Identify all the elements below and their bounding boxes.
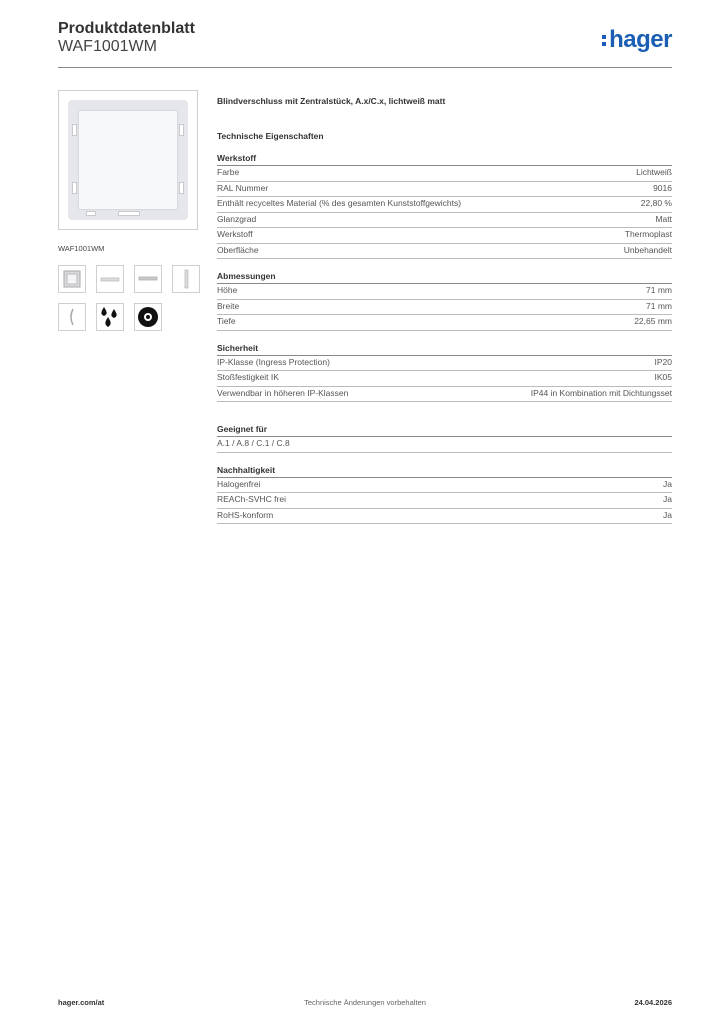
document-subtitle: WAF1001WM bbox=[58, 38, 157, 55]
product-details bbox=[217, 96, 672, 524]
group-nachhaltigkeit bbox=[217, 465, 672, 525]
section-title: Technische Eigenschaften bbox=[217, 131, 324, 141]
group-abmessungen bbox=[217, 271, 672, 331]
property-label: REACh-SVHC frei bbox=[217, 494, 286, 504]
round-seal-icon bbox=[136, 305, 160, 329]
thumbnail-front-view[interactable] bbox=[58, 265, 86, 293]
table-row bbox=[217, 437, 672, 453]
table-row bbox=[217, 356, 672, 372]
property-label: Verwendbar in höheren IP-Klassen bbox=[217, 387, 349, 398]
water-drops-icon bbox=[97, 304, 123, 330]
property-value: IP20 bbox=[654, 356, 672, 367]
table-row bbox=[217, 228, 672, 244]
property-value: 9016 bbox=[653, 182, 672, 193]
table-row bbox=[217, 493, 672, 509]
side-view-icon bbox=[68, 307, 76, 327]
product-media bbox=[58, 90, 198, 331]
frame-clip bbox=[179, 182, 184, 194]
plate-graphic bbox=[79, 111, 177, 209]
hager-logo bbox=[602, 26, 672, 54]
property-label: A.1 / A.8 / C.1 / C.8 bbox=[217, 438, 290, 448]
property-label: Höhe bbox=[217, 285, 238, 295]
group-title: Nachhaltigkeit bbox=[217, 465, 672, 478]
frame-clip bbox=[72, 182, 77, 194]
header-divider bbox=[58, 67, 672, 68]
table-row bbox=[217, 213, 672, 229]
property-value: Matt bbox=[655, 213, 672, 224]
group-title: Sicherheit bbox=[217, 343, 672, 356]
group-title: Geeignet für bbox=[217, 424, 672, 437]
disclaimer: Technische Änderungen vorbehalten bbox=[304, 998, 426, 1007]
document-title: Produktdatenblatt bbox=[58, 20, 195, 37]
property-value: Thermoplast bbox=[624, 229, 672, 239]
document-date: 24.04.2026 bbox=[634, 998, 672, 1007]
table-row bbox=[217, 166, 672, 182]
website-link[interactable]: hager.com/at bbox=[58, 998, 105, 1007]
property-value: Unbehandelt bbox=[623, 244, 672, 255]
property-label: Farbe bbox=[217, 167, 240, 177]
group-werkstoff bbox=[217, 153, 672, 259]
property-label: Halogenfrei bbox=[217, 478, 261, 489]
property-value: Ja bbox=[663, 494, 672, 504]
thumbnail-side-view[interactable] bbox=[172, 265, 200, 293]
group-sicherheit bbox=[217, 343, 672, 403]
table-row bbox=[217, 284, 672, 300]
table-row bbox=[217, 509, 672, 525]
table-row bbox=[217, 387, 672, 403]
property-label: IP-Klasse (Ingress Protection) bbox=[217, 356, 330, 367]
table-row bbox=[217, 244, 672, 260]
property-value: 71 mm bbox=[646, 300, 672, 311]
thumbnail-grid bbox=[58, 265, 198, 331]
group-title: Abmessungen bbox=[217, 271, 672, 284]
thumbnail-side-view-2[interactable] bbox=[58, 303, 86, 331]
table-row bbox=[217, 182, 672, 198]
group-title: Werkstoff bbox=[217, 153, 672, 166]
product-image-caption: WAF1001WM bbox=[58, 244, 105, 253]
property-label: Werkstoff bbox=[217, 229, 253, 239]
group-geeignet bbox=[217, 424, 672, 453]
frame-clip bbox=[72, 124, 77, 136]
logo-dots-icon bbox=[602, 32, 607, 49]
property-value: IP44 in Kombination mit Dichtungsset bbox=[530, 387, 672, 398]
thumbnail-bottom-view[interactable] bbox=[134, 265, 162, 293]
property-value: IK05 bbox=[654, 372, 672, 382]
table-row bbox=[217, 371, 672, 387]
bottom-view-icon bbox=[138, 275, 158, 283]
property-label: Stoßfestigkeit IK bbox=[217, 372, 279, 382]
product-image[interactable] bbox=[58, 90, 198, 230]
frame-graphic bbox=[68, 100, 188, 220]
property-label: Enthält recyceltes Material (% des gesamten Kunststoffgewichts) bbox=[217, 198, 462, 208]
table-row bbox=[217, 197, 672, 213]
property-value: Lichtweiß bbox=[636, 167, 672, 177]
property-value: Ja bbox=[663, 478, 672, 489]
thumbnail-detail-round[interactable] bbox=[134, 303, 162, 331]
frame-clip bbox=[179, 124, 184, 136]
frame-clip bbox=[86, 211, 96, 216]
property-value: 22,80 % bbox=[640, 198, 672, 208]
page-header bbox=[58, 20, 672, 68]
frame-clip bbox=[118, 211, 140, 216]
table-row bbox=[217, 315, 672, 331]
property-label: Breite bbox=[217, 300, 240, 311]
property-label: Tiefe bbox=[217, 316, 236, 326]
front-view-icon bbox=[63, 270, 81, 288]
property-label: RoHS-konform bbox=[217, 509, 274, 520]
side-view-icon bbox=[182, 269, 190, 289]
property-label: RAL Nummer bbox=[217, 182, 269, 193]
property-value: 71 mm bbox=[646, 285, 672, 295]
property-value: 22,65 mm bbox=[634, 316, 672, 326]
table-row bbox=[217, 478, 672, 494]
table-row bbox=[217, 300, 672, 316]
thumbnail-detail-drops[interactable] bbox=[96, 303, 124, 331]
top-view-icon bbox=[100, 275, 120, 283]
product-name: Blindverschluss mit Zentralstück, A.x/C.x, lichtweiß matt bbox=[217, 96, 446, 106]
thumbnail-top-view[interactable] bbox=[96, 265, 124, 293]
property-value: Ja bbox=[663, 509, 672, 520]
logo-text: hager bbox=[609, 26, 672, 53]
property-label: Glanzgrad bbox=[217, 213, 257, 224]
property-label: Oberfläche bbox=[217, 244, 259, 255]
